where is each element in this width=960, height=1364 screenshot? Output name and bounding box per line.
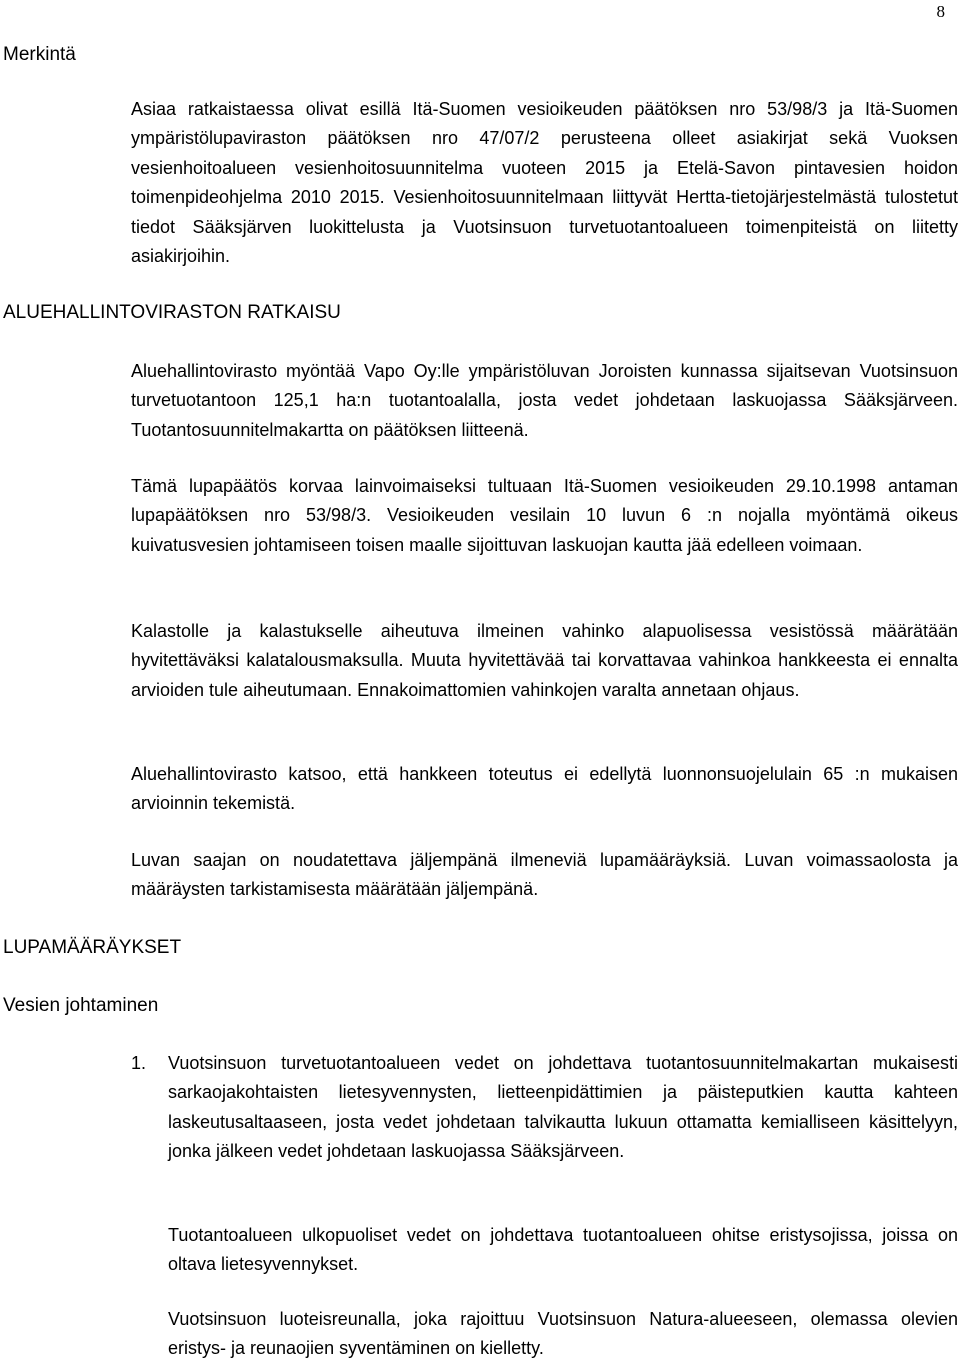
ratkaisu-paragraph-5: Luvan saajan on noudatettava jäljempänä ilmeneviä lupamääräyksiä. Luvan voimassaolosta ja määräysten tarkistamisesta määrätään jäljempänä.	[131, 850, 958, 900]
lupamaarays-paragraph-2: Tuotantoalueen ulkopuoliset vedet on johdettava tuotantoalueen ohitse eristysojissa, joissa on oltava lietesyvennykset.	[168, 1225, 958, 1275]
page-number: 8	[936, 2, 945, 21]
lupamaarays-paragraph-1: Vuotsinsuon turvetuotantoalueen vedet on johdettava tuotantosuunnitelmakartan mukaisesti sarkaojakohtaisten lietesyvennysten, lietteenpidättimien ja päisteputkien kautta kahteen laskeutusaltaaseen, josta vedet johdetaan talvikautta lukuun ottamatta kemialliseen käsittelyyn, jonka jälkeen vedet johdetaan laskuojassa Sääksjärveen.	[168, 1053, 958, 1162]
ratkaisu-paragraph-4: Aluehallintovirasto katsoo, että hankkeen toteutus ei edellytä luonnonsuojelulain 65 :n mukaisen arvioinnin tekemistä.	[131, 764, 958, 814]
lupamaaraykset-heading: LUPAMÄÄRÄYKSET	[3, 937, 182, 958]
merkinta-paragraph: Asiaa ratkaistaessa olivat esillä Itä-Suomen vesioikeuden päätöksen nro 53/98/3 ja Itä-Suomen ympäristölupaviraston päätöksen nro 47/07/2 perusteena olleet asiakirjat sekä Vuoksen vesienhoitoalueen vesienhoitosuunnitelma vuoteen 2015 ja Etelä-Savon pintavesien hoidon toimenpideohjelma 2010 2015. Vesienhoitosuunnitelmaan liittyvät Hertta-tietojärjestelmästä tulostetut tiedot Sääksjärven luokittelusta ja Vuotsinsuon turvetuotantoalueen toimenpiteistä on liitetty asiakirjoihin.	[131, 99, 958, 267]
ratkaisu-paragraph-1: Aluehallintovirasto myöntää Vapo Oy:lle ympäristöluvan Joroisten kunnassa sijaitsevan Vuotsinsuon turvetuotantoon 125,1 ha:n tuotantoalalla, josta vedet johdetaan laskuojassa Sääksjärveen. Tuotantosuunnitelmakartta on päätöksen liitteenä.	[131, 361, 958, 440]
merkinta-label: Merkintä	[3, 44, 76, 65]
lupamaarays-paragraph-3: Vuotsinsuon luoteisreunalla, joka rajoittuu Vuotsinsuon Natura-alueeseen, olemassa olevien eristys- ja reunaojien syventäminen on kielletty.	[168, 1309, 958, 1359]
vesien-johtaminen-subheading: Vesien johtaminen	[3, 995, 159, 1016]
ratkaisu-paragraph-3: Kalastolle ja kalastukselle aiheutuva ilmeinen vahinko alapuolisessa vesistössä määrätään hyvitettäväksi kalatalousmaksulla. Muuta hyvitettävää tai korvattavaa vahinkoa hankkeesta ei ennalta arvioiden tule aiheutumaan. Ennakoimattomien vahinkojen varalta annetaan ohjaus.	[131, 621, 958, 700]
ratkaisu-paragraph-2: Tämä lupapäätös korvaa lainvoimaiseksi tultuaan Itä-Suomen vesioikeuden 29.10.1998 antaman lupapäätöksen nro 53/98/3. Vesioikeuden vesilain 10 luvun 6 :n nojalla myöntämä oikeus kuivatusvesien johtamiseen toisen maalle sijoittuvan laskuojan kautta jää edelleen voimaan.	[131, 476, 958, 555]
ratkaisu-heading: ALUEHALLINTOVIRASTON RATKAISU	[3, 302, 341, 323]
list-item-number: 1.	[131, 1053, 147, 1073]
